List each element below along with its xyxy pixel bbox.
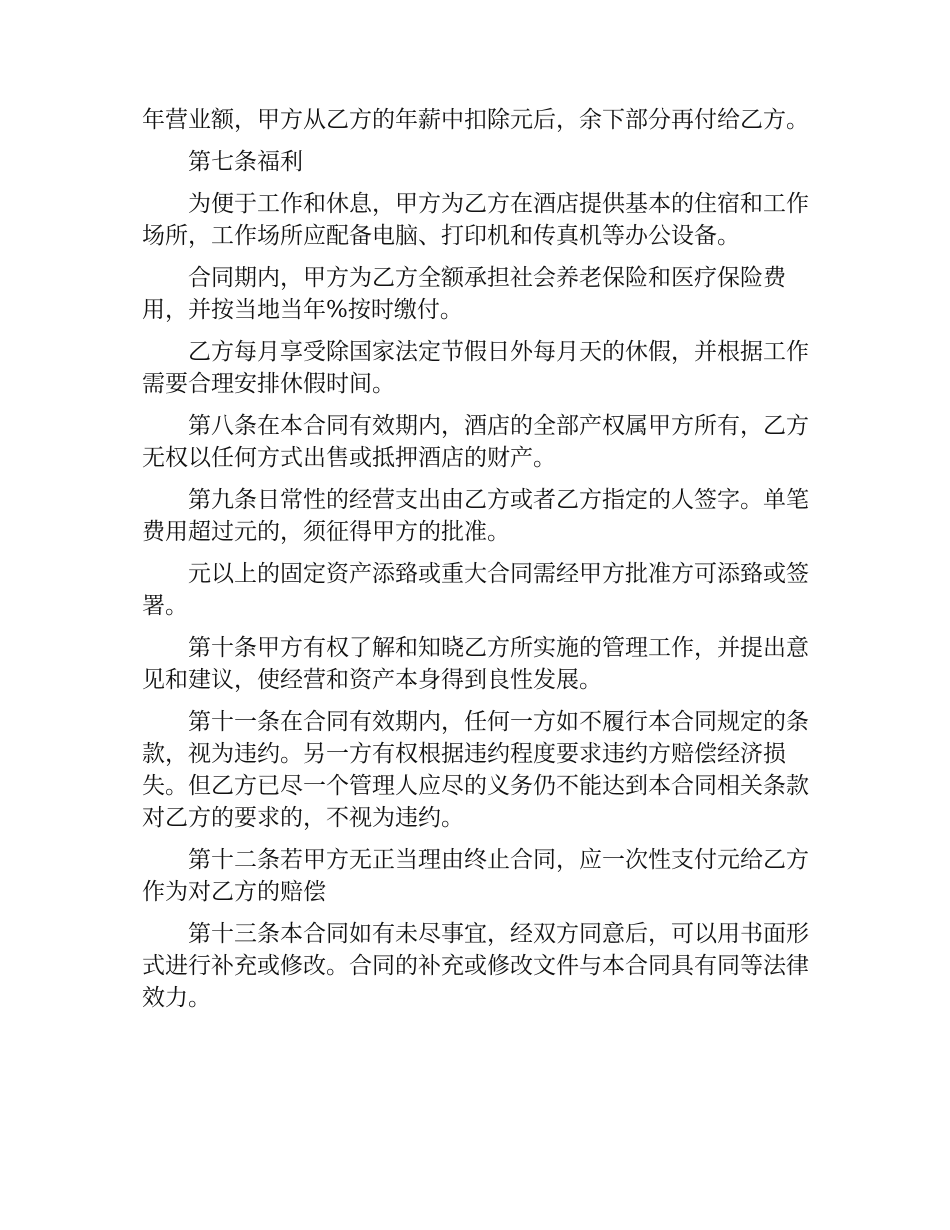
paragraph-article-10-oversight: 第十条甲方有权了解和知晓乙方所实施的管理工作，并提出意见和建议，使经营和资产本身得到良性发展。 [142,635,809,693]
paragraph-insurance: 合同期内，甲方为乙方全额承担社会养老保险和医疗保险费用，并按当地当年%按时缴付。 [142,265,786,323]
paragraph-fixed-assets: 元以上的固定资产添臵或重大合同需经甲方批准方可添臵或签署。 [142,561,809,619]
paragraph-article-9-expenses: 第九条日常性的经营支出由乙方或者乙方指定的人签字。单笔费用超过元的，须征得甲方的批准。 [142,487,809,545]
paragraph-article-8-property: 第八条在本合同有效期内，酒店的全部产权属甲方所有，乙方无权以任何方式出售或抵押酒店的财产。 [142,413,809,471]
paragraph-accommodation-workplace: 为便于工作和休息，甲方为乙方在酒店提供基本的住宿和工作场所，工作场所应配备电脑、打印机和传真机等办公设备。 [142,191,809,249]
paragraph-article-12-termination: 第十二条若甲方无正当理由终止合同，应一次性支付元给乙方作为对乙方的赔偿 [142,847,809,905]
paragraph-vacation: 乙方每月享受除国家法定节假日外每月天的休假，并根据工作需要合理安排休假时间。 [142,339,809,397]
paragraph-article-13-supplements: 第十三条本合同如有未尽事宜，经双方同意后，可以用书面形式进行补充或修改。合同的补充或修改文件与本合同具有同等法律效力。 [142,921,809,1011]
paragraph-annual-revenue-continuation: 年营业额，甲方从乙方的年薪中扣除元后，余下部分再付给乙方。 [142,107,809,133]
paragraph-article-7-heading: 第七条福利 [188,149,303,175]
document-page [142,104,822,1024]
paragraph-article-11-breach: 第十一条在合同有效期内，任何一方如不履行本合同规定的条款，视为违约。另一方有权根据违约程度要求违约方赔偿经济损失。但乙方已尽一个管理人应尽的义务仍不能达到本合同相关条款对乙方的要求的，不视为违约。 [142,709,809,831]
